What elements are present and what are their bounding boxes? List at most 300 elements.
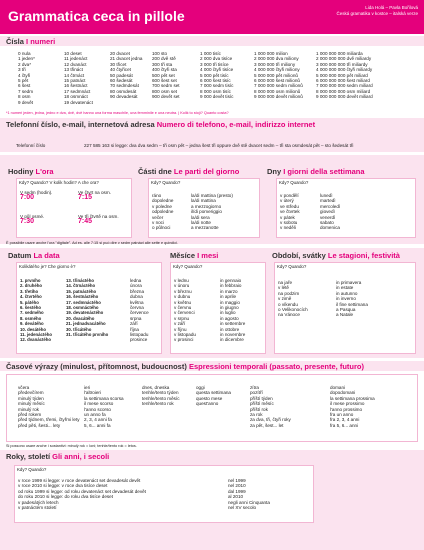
- season-it: il fine settimana: [336, 301, 368, 307]
- month-cs: v dubnu: [174, 294, 191, 300]
- time-expression: pozítří: [250, 390, 263, 396]
- number-entry: 1 000 tisíc: [200, 51, 221, 56]
- date-list-1: [20, 278, 52, 343]
- date-month: května: [130, 299, 144, 305]
- number-entry: 7 sedm: [18, 88, 34, 94]
- number-entry: 700 sedm set: [152, 83, 180, 89]
- hours-phrase: Ve tři čtvrtě na osm.: [78, 214, 119, 219]
- number-entry: 3 000 tři tisíce: [200, 61, 229, 67]
- seasons-question: Kdy? Quando?: [277, 264, 307, 269]
- daypart-it: a mezzanotte: [191, 225, 219, 231]
- daypart-it: la/di notte: [191, 220, 211, 226]
- number-entry: 8 000 000 000 osm miliard: [316, 88, 371, 94]
- hours-time: 7:15: [78, 194, 93, 202]
- number-entry: 8 osm: [18, 94, 31, 100]
- time-expression: il mese scorso: [84, 401, 114, 407]
- time-expression: quest'anno: [196, 401, 219, 407]
- season-it: a Pasqua: [336, 307, 356, 313]
- month-it: in agosto: [220, 315, 239, 321]
- time-future-it: [330, 385, 375, 428]
- number-entry: 1 000 000 milion: [254, 51, 288, 56]
- number-entry: 9 devět: [18, 99, 34, 105]
- dayparts-question: Kdy? Quando?: [151, 180, 181, 185]
- weekdays-it-list: [320, 193, 340, 231]
- month-it: in gennaio: [220, 278, 242, 283]
- number-entry: 19 devatenáct: [64, 99, 93, 105]
- number-entry: 2 000 000 000 dvě miliardy: [316, 56, 372, 62]
- number-entry: 2 000 dva tisíce: [200, 56, 233, 62]
- time-expression: příští měsíc: [250, 401, 274, 407]
- month-cs: v lednu: [174, 278, 189, 283]
- weekdays-heading: [267, 167, 365, 176]
- number-entry: 40 čtyřicet: [110, 67, 131, 73]
- number-entry: 50 padesát: [110, 72, 133, 78]
- hours-heading: [8, 167, 54, 176]
- date-month: prosince: [130, 337, 148, 343]
- time-expression: před rokem: [18, 412, 42, 418]
- month-it: in dicembre: [220, 337, 244, 343]
- months-cs-list: [174, 278, 196, 343]
- month-cs: v únoru: [174, 283, 190, 289]
- number-entry: 1 jeden*: [18, 56, 35, 62]
- time-expression: tenhle/tento měsíc: [142, 395, 180, 401]
- dayparts-it-list: [191, 193, 233, 231]
- date-month: července: [130, 310, 149, 316]
- month-it: in giugno: [220, 305, 239, 311]
- hours-box: [16, 178, 132, 238]
- number-entry: 10 deset: [64, 51, 82, 56]
- seasons-heading: [272, 251, 400, 260]
- number-entry: 4 000 000 000 čtyři miliardy: [316, 67, 373, 73]
- number-entry: 60 šedesát: [110, 78, 133, 84]
- daypart-it: a mezzogiorno: [191, 203, 222, 209]
- years-title-it: Gli anni, i secoli: [52, 452, 110, 461]
- number-entry: 4 000 000 čtyři miliony: [254, 67, 300, 73]
- date-ordinal: 9. devátého: [20, 321, 44, 327]
- hours-title-it: L'ora: [35, 167, 54, 176]
- numbers-column: [64, 51, 93, 105]
- hours-phrase: Ve čtvrt na osm.: [78, 190, 111, 195]
- date-ordinal: 17. sedmnáctého: [66, 299, 101, 305]
- time-expr-heading: [6, 362, 418, 371]
- months-heading: [170, 251, 218, 260]
- year-it: nel XV secolo: [228, 505, 257, 511]
- number-entry: 80 osmdesát: [110, 88, 137, 94]
- date-month: listopadu: [130, 332, 149, 338]
- daypart-it: la/di mattina (presto): [191, 193, 233, 198]
- time-expr-title-it: Espressioni temporali (passato, presente, futuro): [188, 362, 364, 371]
- weekday-it: mercoledì: [320, 203, 341, 209]
- daypart-it: la/di mattina: [191, 198, 216, 204]
- time-expr-title-cs: Časové výrazy (minulost, přítomnost, budoucnost): [6, 362, 187, 371]
- hours-time: 7:45: [78, 218, 93, 226]
- dayparts-title-it: Le parti del giorno: [173, 167, 240, 176]
- number-entry: 3 000 000 000 tři miliardy: [316, 61, 368, 67]
- number-entry: 7 000 000 sedm milionů: [254, 83, 303, 89]
- weekdays-title-it: I giorni della settimana: [283, 167, 365, 176]
- date-title-it: La data: [33, 251, 60, 260]
- season-it: in autunno: [336, 290, 358, 296]
- weekdays-title-cs: Dny: [267, 167, 282, 176]
- phone-title-cs: Telefonní číslo, e-mail, internetová adresa: [6, 120, 155, 129]
- numbers-heading: [6, 37, 418, 46]
- number-entry: 5 pět: [18, 78, 29, 84]
- numbers-column: [152, 51, 180, 100]
- phone-value: 227 585 163 si legge: dva dva sedm – tři osm pět – jedna šest tři oppure dvě stě dvacet sedm – tři sta osmdesát pět – sto šedesát tři: [84, 142, 354, 148]
- month-it: in febbraio: [220, 283, 242, 289]
- time-expression: fra 5, 6... anni: [330, 422, 359, 428]
- month-cs: v březnu: [174, 288, 192, 294]
- date-ordinal: 2. druhého: [20, 283, 42, 289]
- weekday-cs: v pondělí: [280, 193, 299, 198]
- number-entry: 30 třicet: [110, 61, 127, 67]
- years-cs-list: [18, 478, 146, 510]
- date-ordinal: 14. čtrnáctého: [66, 283, 96, 289]
- number-entry: 3 000 000 tři miliony: [254, 61, 296, 67]
- numbers-title-it: I numeri: [26, 37, 56, 46]
- date-ordinal: 11. jedenáctého: [20, 332, 53, 338]
- date-list-2: [66, 278, 108, 337]
- phone-title-it: Numero di telefono, e-mail, indirizzo internet: [156, 120, 316, 129]
- time-expression: tenhle/tento rok: [142, 401, 174, 407]
- month-cs: v listopadu: [174, 332, 196, 338]
- date-ordinal: 30. třicátého: [66, 326, 92, 332]
- time-expression: za dva, tři, čtyři roky: [250, 417, 291, 423]
- time-expression: 2, 3, 4 anni fa: [84, 417, 112, 423]
- season-it: in estate: [336, 285, 354, 291]
- time-expression: fra un anno: [330, 412, 354, 418]
- year-cs: od roku 1999 si legge: od roku devatenáct set devadesát devět: [18, 488, 146, 494]
- time-expression: za rok: [250, 412, 263, 418]
- numbers-column: [18, 51, 35, 105]
- number-entry: 300 tři sta: [152, 61, 173, 67]
- hours-phrase: V sedm (hodin).: [20, 190, 53, 195]
- time-present-it: [196, 385, 231, 407]
- time-expression: fra 2, 3, 4 anni: [330, 417, 360, 423]
- season-cs: na jaře: [278, 280, 293, 285]
- dayparts-heading: [138, 167, 239, 176]
- phone-label: Telefonní číslo: [16, 142, 46, 148]
- date-month: října: [130, 326, 139, 332]
- time-expression: la settimana prossima: [330, 395, 375, 401]
- number-entry: 7 000 sedm tisíc: [200, 83, 234, 89]
- numbers-column: [200, 51, 233, 100]
- time-expression: l'anno scorso: [84, 406, 111, 412]
- time-expression: questa settimana: [196, 390, 231, 396]
- date-ordinal: 12. dvanáctého: [20, 337, 52, 343]
- numbers-column: [316, 51, 373, 100]
- date-ordinal: 7. sedmého: [20, 310, 44, 316]
- header-bar: [0, 0, 424, 34]
- year-it: nel 2010: [228, 483, 246, 489]
- years-question: Kdy? Quando?: [17, 467, 47, 472]
- date-ordinal: 21. jednadvacátého: [66, 321, 106, 327]
- digital-time-note: È possibile usare anche l'ora "digitale". Ad es. alle 7:15 si può dire v sedm patnáct alle sette e quindici.: [6, 241, 179, 245]
- hours-title-cs: Hodiny: [8, 167, 34, 176]
- date-month: září: [130, 321, 138, 327]
- time-expression: questo mese: [196, 395, 223, 401]
- time-expression: příští týden: [250, 395, 273, 401]
- month-it: in luglio: [220, 310, 236, 316]
- month-it: in maggio: [220, 299, 240, 305]
- date-month: dubna: [130, 294, 143, 300]
- author-line: Lida Holá – Pavla Bořilová: [365, 5, 418, 10]
- number-entry: 17 sedmnáct: [64, 88, 91, 94]
- seasons-cs-list: [278, 280, 308, 318]
- number-entry: 6 000 000 000 šest miliard: [316, 78, 370, 84]
- month-cs: v červnu: [174, 305, 192, 311]
- date-months-genitive: [130, 278, 149, 343]
- season-cs: o víkendu: [278, 301, 298, 307]
- number-entry: 15 patnáct: [64, 78, 86, 84]
- season-cs: na podzim: [278, 290, 300, 296]
- date-month: srpna: [130, 315, 142, 321]
- date-month: března: [130, 288, 145, 294]
- number-entry: 7 000 000 000 sedm miliard: [316, 83, 373, 89]
- weekday-cs: v úterý: [280, 198, 294, 204]
- season-it: in primavera: [336, 280, 362, 285]
- date-ordinal: 19. devatenáctého: [66, 310, 104, 316]
- numbers-column: [254, 51, 303, 100]
- date-ordinal: 3. třetího: [20, 288, 39, 294]
- phone-heading: [6, 120, 418, 129]
- year-it: negli anni Cinquanta: [228, 499, 270, 505]
- numbers-note: *1 numeri jeden, jedna, jedno e dva, dvě, dvě hanno una forma maschile, una femminile e una neutra. | Kolik to stojí? Quanto costa?: [6, 111, 229, 115]
- weekday-it: martedì: [320, 198, 336, 204]
- weekday-it: giovedì: [320, 209, 335, 215]
- number-entry: 70 sedmdesát: [110, 83, 139, 89]
- time-past-it: [84, 385, 124, 428]
- number-entry: 9 000 devět tisíc: [200, 94, 234, 100]
- date-title-cs: Datum: [8, 251, 32, 260]
- season-cs: o Velikonocích: [278, 307, 308, 313]
- daypart-cs: odpoledne: [152, 209, 174, 215]
- number-entry: 16 šestnáct: [64, 83, 88, 89]
- season-cs: v zimě: [278, 296, 292, 302]
- month-cs: v květnu: [174, 299, 192, 305]
- number-entry: 3 tři: [18, 67, 26, 73]
- date-ordinal: 1. prvního: [20, 278, 41, 283]
- time-expression: l'altroieri: [84, 390, 101, 396]
- date-ordinal: 31. třicátého prvního: [66, 332, 109, 338]
- month-cs: v prosinci: [174, 337, 194, 343]
- month-cs: v září: [174, 321, 186, 327]
- number-entry: 400 čtyři sta: [152, 67, 177, 73]
- page-title: Grammatica ceca in pillole: [8, 8, 185, 24]
- hours-item: [20, 214, 44, 225]
- number-entry: 8 000 osm tisíc: [200, 88, 231, 94]
- year-cs: do roku 2010 si legge: do roku dva tisíce deset: [18, 494, 113, 500]
- number-entry: 2 dva*: [18, 61, 32, 67]
- time-future-cs: [250, 385, 291, 428]
- year-cs: v roce 1999 si legge: v roce devatenáct set devadesát devět: [18, 478, 141, 483]
- daypart-cs: v poledne: [152, 203, 172, 209]
- month-it: in aprile: [220, 294, 237, 300]
- time-expression: la settimana scorsa: [84, 395, 124, 401]
- time-expression: předevčírem: [18, 390, 44, 396]
- year-it: nel 1999: [228, 478, 246, 483]
- weekdays-question: Kdy? Quando?: [279, 180, 309, 185]
- date-ordinal: 6. šestého: [20, 305, 42, 311]
- year-it: dal 1999: [228, 488, 246, 494]
- date-ordinal: 20. dvacátého: [66, 315, 95, 321]
- month-it: in settembre: [220, 321, 246, 327]
- number-entry: 8 000 000 osm milionů: [254, 88, 301, 94]
- month-it: in novembre: [220, 332, 246, 338]
- number-entry: 1 000 000 000 miliarda: [316, 51, 363, 56]
- hours-item: [20, 190, 52, 201]
- number-entry: 5 000 000 000 pět miliard: [316, 72, 368, 78]
- book-line: Česká gramatika v kostce – italská verze: [336, 11, 418, 16]
- number-entry: 500 pět set: [152, 72, 175, 78]
- time-expression: před týdnem, třemi, čtyřmi lety: [18, 417, 80, 423]
- time-expression: příští rok: [250, 406, 268, 412]
- weekday-cs: ve čtvrtek: [280, 209, 300, 215]
- number-entry: 200 dvě stě: [152, 56, 176, 62]
- season-cs: na Vánoce: [278, 312, 300, 318]
- number-entry: 18 osmnáct: [64, 94, 88, 100]
- year-cs: v roce 2010 si legge: v roce dva tisíce deset: [18, 483, 108, 489]
- time-expression: l'anno prossimo: [330, 406, 363, 412]
- daypart-it: la/di sera: [191, 214, 210, 220]
- month-it: in ottobre: [220, 326, 240, 332]
- years-heading: [6, 452, 418, 461]
- number-entry: 800 osm set: [152, 88, 178, 94]
- year-cs: v patnáctém století: [18, 505, 57, 511]
- time-expression: domani: [330, 385, 346, 390]
- daypart-cs: v noci: [152, 220, 165, 226]
- date-ordinal: 16. šestnáctého: [66, 294, 99, 300]
- numbers-title-cs: Čísla: [6, 37, 24, 46]
- number-entry: 12 dvanáct: [64, 61, 87, 67]
- date-month: ledna: [130, 278, 142, 283]
- year-it: al 2010: [228, 494, 244, 500]
- number-entry: 100 sto: [152, 51, 168, 56]
- date-ordinal: 10. desátého: [20, 326, 47, 332]
- time-expr-note: Si possono usare anche i sostantivi: minulý rok = loni; tenhle/tento rok = letos.: [6, 444, 137, 448]
- time-expression: dopodomani: [330, 390, 356, 396]
- number-entry: 900 devět set: [152, 94, 180, 100]
- number-entry: 6 šest: [18, 83, 31, 89]
- date-ordinal: 4. čtvrtého: [20, 294, 42, 300]
- daypart-cs: o půlnoci: [152, 225, 171, 231]
- number-entry: 2 000 000 dva miliony: [254, 56, 299, 62]
- dayparts-title-cs: Části dne: [138, 167, 172, 176]
- time-present-cs: [142, 385, 180, 407]
- time-expression: dnes, dneska: [142, 385, 170, 390]
- month-cs: v srpnu: [174, 315, 190, 321]
- time-expression: ieri: [84, 385, 91, 390]
- number-entry: 21 dvacet jedna: [110, 56, 143, 62]
- number-entry: 4 000 čtyři tisíce: [200, 67, 234, 73]
- weekday-cs: v pátek: [280, 214, 295, 220]
- hours-question: Kdy? Quando? V kolik hodin? A che ora?: [19, 180, 99, 185]
- date-question: Kolikátého je? Che giorno è?: [19, 264, 76, 269]
- seasons-it-list: [336, 280, 368, 318]
- time-expression: 5, 6... anni fa: [84, 422, 111, 428]
- months-it-list: [220, 278, 245, 343]
- time-expression: oggi: [196, 385, 205, 390]
- season-it: a Natale: [336, 312, 354, 318]
- date-ordinal: 8. osmého: [20, 315, 42, 321]
- month-cs: v říjnu: [174, 326, 187, 332]
- number-entry: 5 000 pět tisíc: [200, 72, 229, 78]
- time-expression: včera: [18, 385, 30, 390]
- number-entry: 6 000 šest tisíc: [200, 78, 231, 84]
- time-expression: před pěti, šesti... lety: [18, 422, 61, 428]
- time-expression: minulý měsíc: [18, 401, 45, 407]
- number-entry: 600 šest set: [152, 78, 177, 84]
- weekday-it: domenica: [320, 225, 340, 231]
- time-expression: tenhle/tento týden: [142, 390, 179, 396]
- weekday-it: venerdì: [320, 214, 336, 220]
- weekday-it: lunedì: [320, 193, 333, 198]
- date-ordinal: 15. patnáctého: [66, 288, 97, 294]
- daypart-cs: dopoledne: [152, 198, 174, 204]
- date-ordinal: 5. pátého: [20, 299, 39, 305]
- years-it-list: [228, 478, 270, 510]
- weekday-cs: v sobotu: [280, 220, 298, 226]
- date-month: června: [130, 305, 144, 311]
- month-it: in marzo: [220, 288, 238, 294]
- season-cs: v létě: [278, 285, 289, 291]
- months-title-it: I mesi: [197, 251, 219, 260]
- time-expression: minulý týden: [18, 395, 44, 401]
- number-entry: 14 čtrnáct: [64, 72, 85, 78]
- number-entry: 0 nula: [18, 51, 31, 56]
- months-question: Kdy? Quando?: [173, 264, 203, 269]
- hours-time: 7:00: [20, 194, 35, 202]
- month-cs: v červenci: [174, 310, 195, 316]
- hours-time: 7:30: [20, 218, 35, 226]
- year-cs: v padesátých letech: [18, 499, 59, 505]
- number-entry: 9 000 000 devět milionů: [254, 94, 303, 100]
- seasons-title-cs: Období, svátky: [272, 251, 326, 260]
- time-expression: minulý rok: [18, 406, 39, 412]
- daypart-cs: večer: [152, 214, 164, 220]
- months-title-cs: Měsíce: [170, 251, 196, 260]
- daypart-it: il/di pomeriggio: [191, 209, 222, 215]
- time-past-cs: [18, 385, 80, 428]
- hours-item: [78, 190, 111, 201]
- dayparts-cs-list: [152, 193, 173, 231]
- time-expression: zítra: [250, 385, 259, 390]
- number-entry: 9 000 000 000 devět miliard: [316, 94, 373, 100]
- authors: [336, 5, 418, 17]
- daypart-cs: ráno: [152, 193, 162, 198]
- date-heading: [8, 251, 60, 260]
- years-title-cs: Roky, století: [6, 452, 51, 461]
- number-entry: 6 000 000 šest milionů: [254, 78, 300, 84]
- season-it: in inverno: [336, 296, 356, 302]
- time-expression: un anno fa: [84, 412, 106, 418]
- hours-phrase: V půl osmé.: [20, 214, 45, 219]
- number-entry: 4 čtyři: [18, 72, 31, 78]
- weekday-it: sabato: [320, 220, 334, 226]
- number-entry: 20 dvacet: [110, 51, 130, 56]
- numbers-column: [110, 51, 142, 100]
- hours-item: [78, 214, 119, 225]
- weekdays-cs-list: [280, 193, 300, 231]
- date-ordinal: 13. třináctého: [66, 278, 94, 283]
- number-entry: 90 devadesát: [110, 94, 138, 100]
- number-entry: 11 jedenáct: [64, 56, 88, 62]
- number-entry: 5 000 000 pět milionů: [254, 72, 298, 78]
- date-ordinal: 18. osmnáctého: [66, 305, 99, 311]
- weekday-cs: v neděli: [280, 225, 296, 231]
- time-expression: za pět, šest... let: [250, 422, 284, 428]
- time-expression: il mese prossimo: [330, 401, 365, 407]
